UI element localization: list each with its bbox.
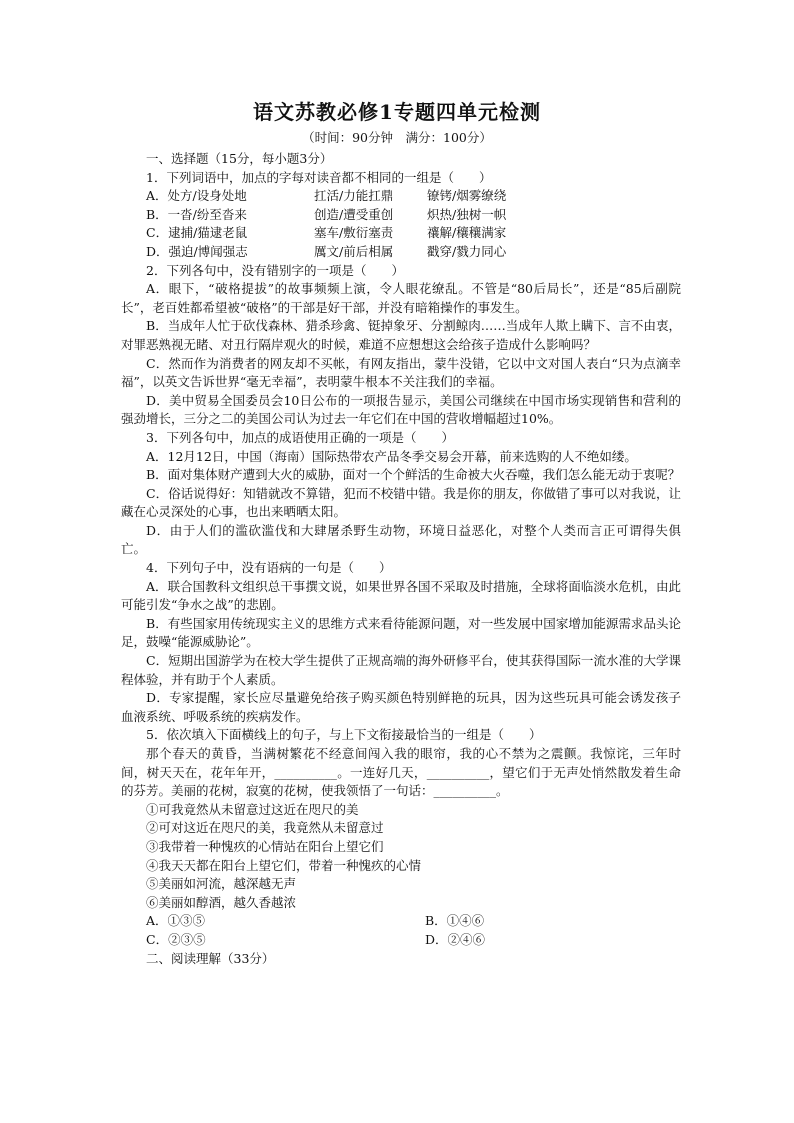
reading-passage: 那个春天的黄昏，当满树繁花不经意间闯入我的眼帘，我的心不禁为之震颤。我惊诧，三年时间，树天天在，花年年开，__________。一连好几天，__________，望它们于无声处悄然散发着生命的芬芳。美丽的花树，寂寞的花树，使我领悟了一句话：__________。 [121, 746, 681, 799]
option-cell: 戳穿/戮力同心 [427, 243, 507, 259]
option-cell: 塞车/敷衍塞责 [314, 225, 394, 241]
option-cell: 禳解/穰穰满家 [427, 225, 507, 241]
sentence-option: ④我天天都在阳台上望它们，带着一种愧疚的心情 [146, 857, 422, 873]
option-row [121, 243, 681, 262]
option-cell: B．一沓/纷至沓来 [146, 206, 247, 222]
choice-cell: A．①③⑤ [146, 913, 206, 929]
option-cell: 厲文/前后相属 [314, 243, 394, 259]
question-stem: 2．下列各句中，没有错别字的一项是（ ） [146, 262, 404, 278]
option-paragraph: C．短期出国游学为在校大学生提供了正规高端的海外研修平台，使其获得国际一流水准的大学课程体验，并有助于个人素质。 [121, 653, 681, 687]
option-paragraph: A．12月12日，中国（海南）国际热带农产品冬季交易会开幕，前来选购的人不绝如缕。 [146, 448, 637, 464]
sentence-option: ⑥美丽如醇酒，越久香越浓 [146, 894, 297, 910]
option-cell: 创造/遭受重创 [314, 206, 394, 222]
option-cell: C．逮捕/猫逮老鼠 [146, 225, 248, 241]
option-cell: 扛活/力能扛鼎 [314, 188, 394, 204]
choice-cell: B．①④⑥ [425, 913, 485, 929]
sentence-option: ①可我竟然从未留意过这近在咫尺的美 [146, 801, 359, 817]
option-paragraph: D．美中贸易全国委员会10日公布的一项报告显示，美国公司继续在中国市场实现销售和营利的强劲增长，三分之二的美国公司认为过去一年它们在中国的营收增幅超过10%。 [121, 392, 681, 427]
page-title: 语文苏教必修1专题四单元检测 [253, 100, 541, 124]
option-cell: A．处方/设身处地 [146, 188, 247, 204]
option-paragraph: B．有些国家用传统现实主义的思维方式来看待能源问题，对一些发展中国家增加能源需求品头论足，鼓噪“能源威胁论”。 [121, 615, 681, 650]
option-paragraph: B．面对集体财产遭到大火的威胁，面对一个个鲜活的生命被大火吞噬，我们怎么能无动于衷呢？ [146, 467, 681, 483]
choice-row [121, 931, 681, 950]
choice-cell: C．②③⑤ [146, 931, 206, 947]
question-stem: 3．下列各句中，加点的成语使用正确的一项是（ ） [146, 429, 454, 445]
option-paragraph: D．由于人们的滥砍滥伐和大肆屠杀野生动物，环境日益恶化，对整个人类而言正可谓得失俱亡。 [121, 522, 681, 557]
sentence-option: ②可对这近在咫尺的美，我竟然从未留意过 [146, 820, 384, 836]
option-cell: 镣铐/烟雾缭绕 [427, 188, 507, 204]
option-paragraph: B．当成年人忙于砍伐森林、猎杀珍禽、铤掉象牙、分割鲸肉……当成年人欺上瞒下、言不由衷，对罪恶熟视无睹、对丑行隔岸观火的时候，难道不应想想这会给孩子造成什么影响吗？ [121, 318, 681, 352]
option-paragraph: C．然而作为消费者的网友却不买帐，有网友指出，蒙牛没错，它以中文对国人表白“只为点滴幸福”，以英文告诉世界“毫无幸福”，表明蒙牛根本不关注我们的幸福。 [121, 355, 681, 390]
choice-row [121, 912, 681, 931]
question-stem: 1．下列词语中，加点的字每对读音都不相同的一组是（ ） [146, 169, 492, 185]
option-paragraph: C．俗话说得好：知错就改不算错，犯而不校错中错。我是你的朋友，你做错了事可以对我说，让藏在心灵深处的心事，也出来晒晒太阳。 [121, 485, 681, 520]
question-stem: 4．下列句子中，没有语病的一句是（ ） [146, 560, 392, 576]
option-paragraph: D．专家提醒，家长应尽量避免给孩子购买颜色特别鲜艳的玩具，因为这些玩具可能会诱发孩子血液系统、呼吸系统的疾病发作。 [121, 690, 681, 724]
option-paragraph: A．联合国教科文组织总干事撰文说，如果世界各国不采取及时措施，全球将面临淡水危机，由此可能引发“争水之战”的悲剧。 [121, 578, 681, 613]
option-cell: D．强迫/博闻强志 [146, 243, 248, 259]
option-row [121, 206, 681, 225]
option-row [121, 224, 681, 243]
choice-cell: D．②④⑥ [425, 931, 486, 947]
option-row [121, 187, 681, 206]
section-heading: 一、选择题（15分，每小题3分） [146, 151, 333, 166]
question-stem: 5．依次填入下面横线上的句子，与上下文衔接最恰当的一组是（ ） [146, 727, 542, 743]
document-body [121, 150, 681, 968]
section-heading: 二、阅读理解（33分） [146, 950, 275, 966]
page-subtitle: （时间：90分钟 满分：100分） [302, 130, 492, 145]
sentence-option: ⑤美丽如河流，越深越无声 [146, 876, 297, 892]
option-paragraph: A．眼下，“破格提拔”的故事频频上演，令人眼花缭乱。不管是“80后局长”，还是“85后副院长”，老百姓都希望被“破格”的干部是好干部，并没有暗箱操作的事发生。 [121, 281, 681, 315]
option-cell: 炽热/独树一帜 [427, 206, 507, 222]
sentence-option: ③我带着一种愧疚的心情站在阳台上望它们 [146, 838, 384, 854]
